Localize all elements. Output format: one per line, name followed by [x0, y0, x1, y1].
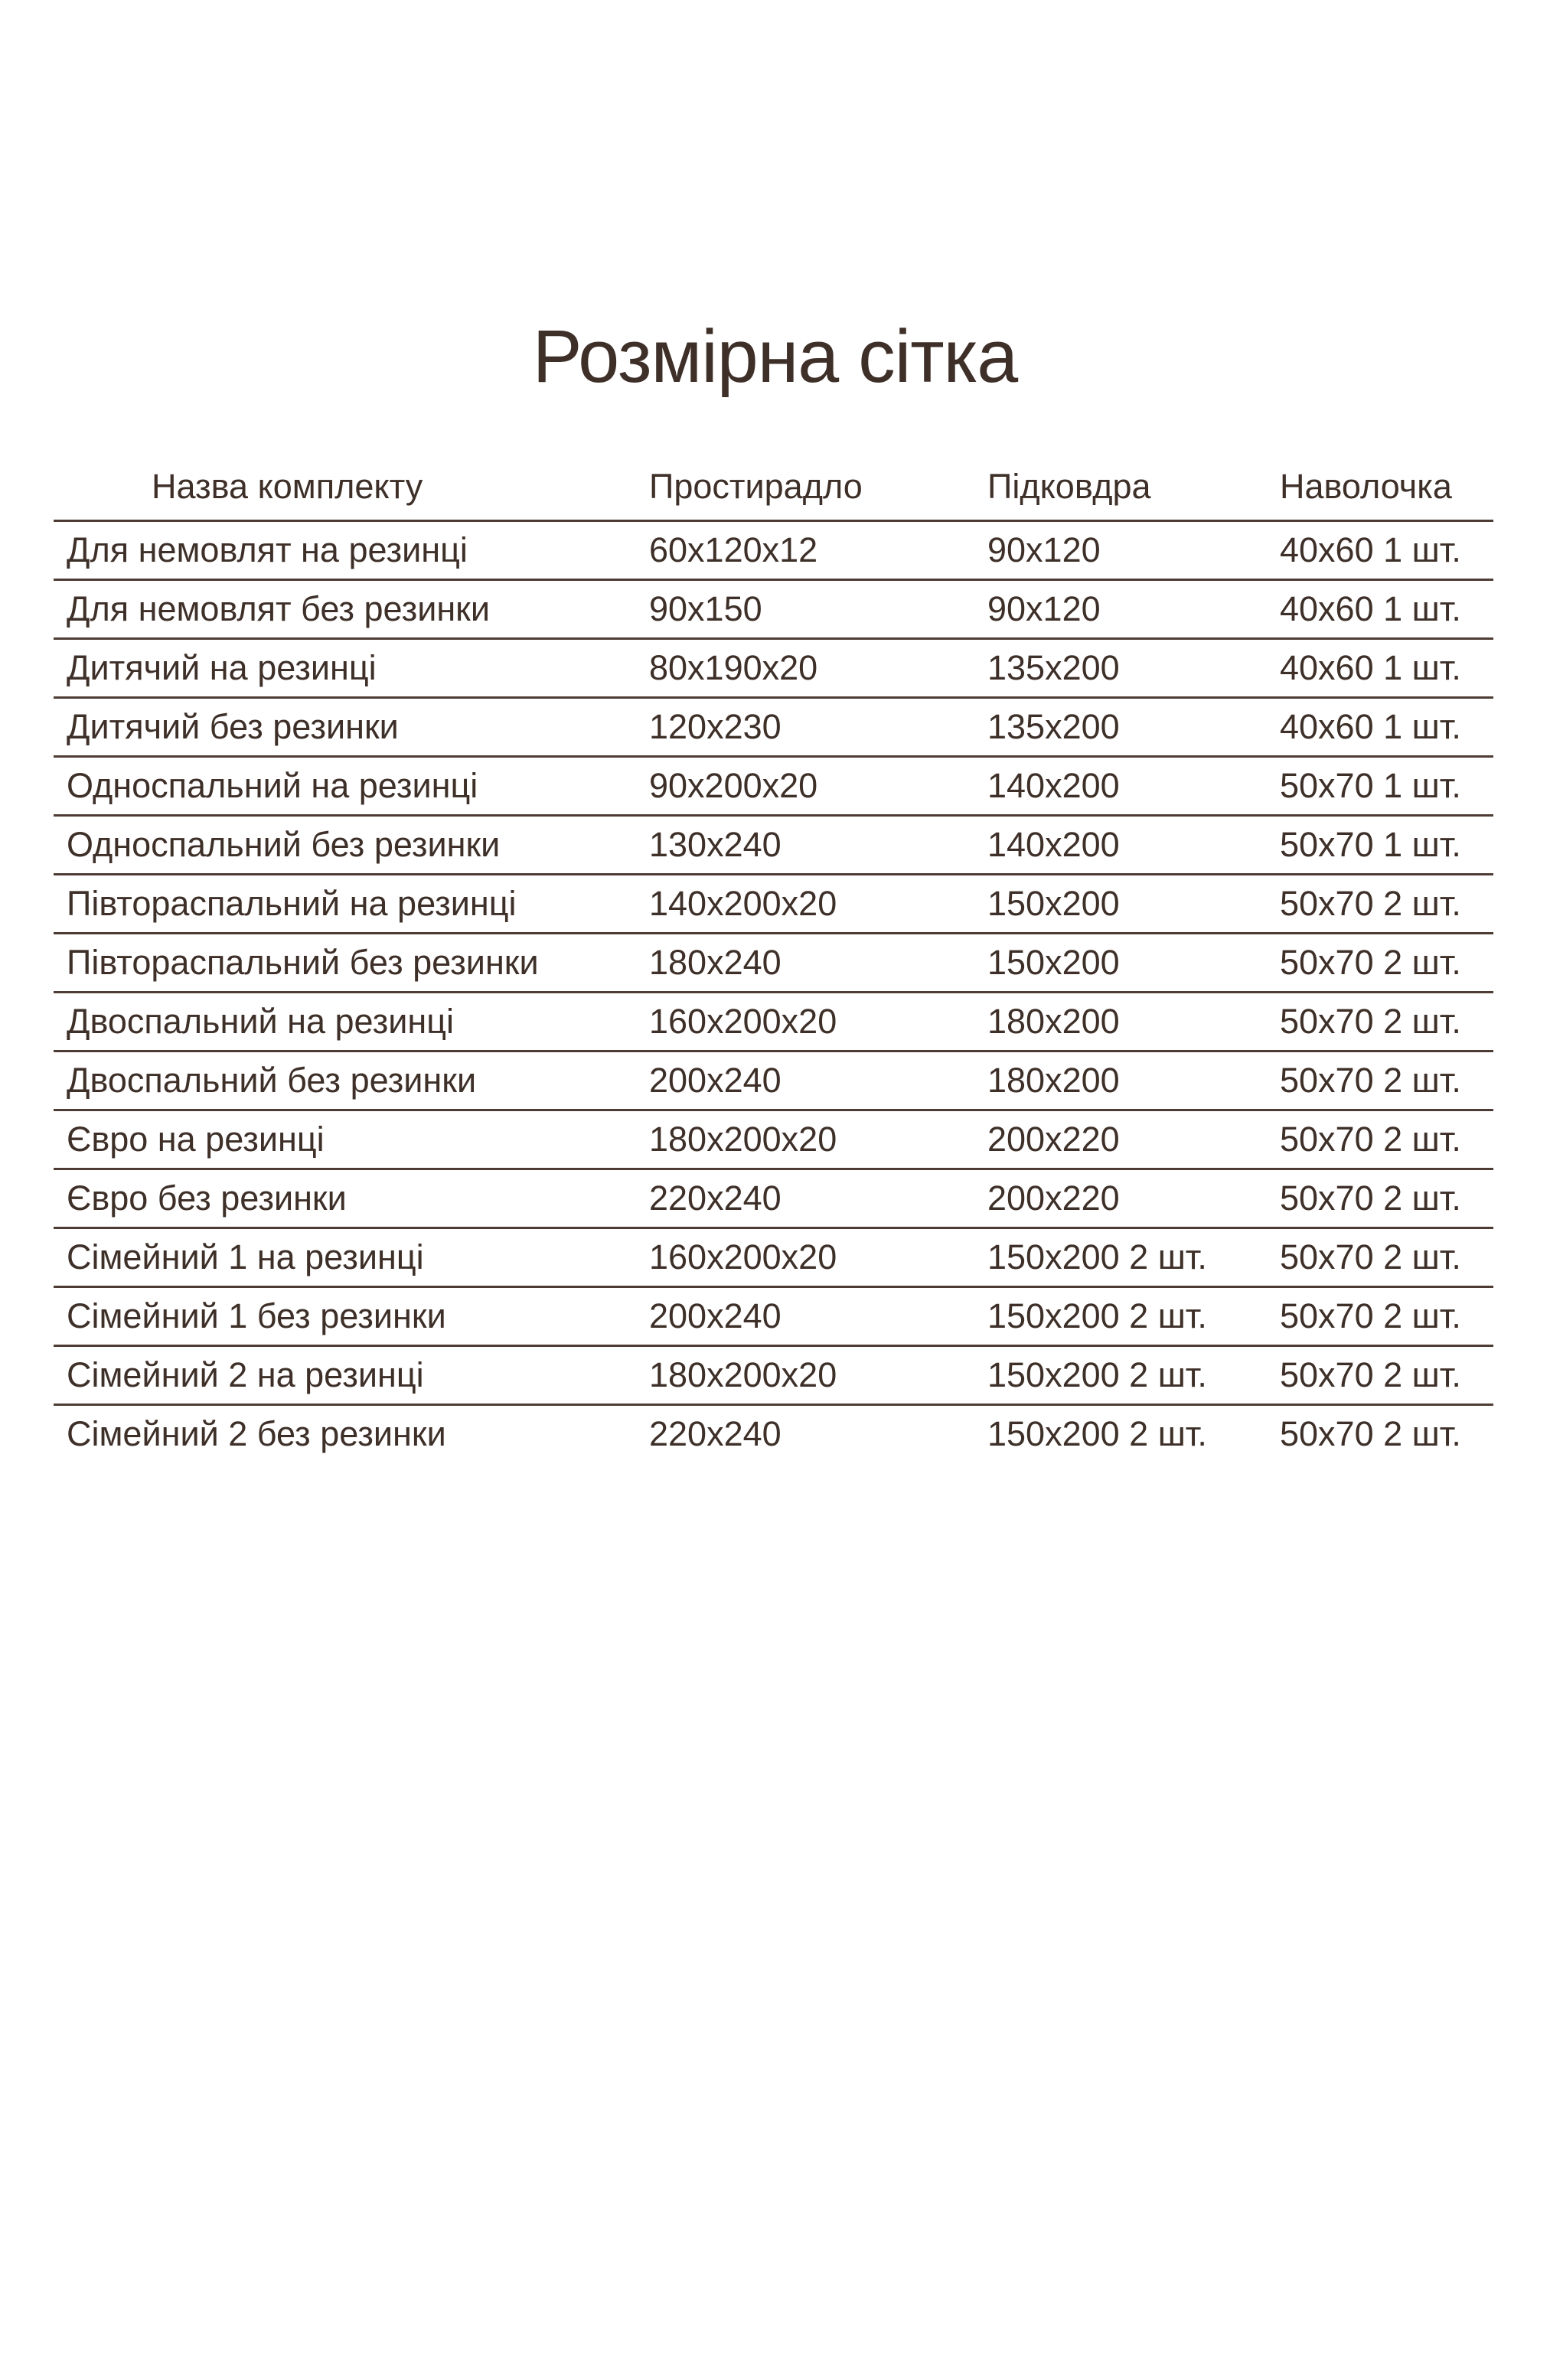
cell-duvet: 150х200: [987, 874, 1280, 933]
cell-duvet: 200х220: [987, 1169, 1280, 1227]
table-row: [54, 697, 1493, 756]
table-row: [54, 1345, 1493, 1404]
cell-set-name: Сімейний 1 на резинці: [54, 1227, 649, 1286]
cell-sheet: 160х200х20: [649, 992, 987, 1051]
cell-duvet: 90х120: [987, 520, 1280, 579]
cell-duvet: 135х200: [987, 638, 1280, 697]
table-row: [54, 1227, 1493, 1286]
table-row: [54, 815, 1493, 874]
cell-duvet: 90х120: [987, 579, 1280, 638]
table-row: [54, 933, 1493, 992]
table-row: [54, 1110, 1493, 1169]
cell-set-name: Дитячий на резинці: [54, 638, 649, 697]
table-row: [54, 1051, 1493, 1110]
table-row: [54, 1286, 1493, 1345]
column-header-set-name: Назва комплекту: [54, 455, 649, 521]
cell-set-name: Односпальний без резинки: [54, 815, 649, 874]
cell-sheet: 90х150: [649, 579, 987, 638]
cell-duvet: 180х200: [987, 992, 1280, 1051]
cell-duvet: 150х200: [987, 933, 1280, 992]
column-header-pillowcase: Наволочка: [1280, 455, 1493, 521]
cell-set-name: Сімейний 2 на резинці: [54, 1345, 649, 1404]
cell-pillowcase: 50х70 1 шт.: [1280, 815, 1493, 874]
cell-sheet: 120х230: [649, 697, 987, 756]
cell-set-name: Двоспальний без резинки: [54, 1051, 649, 1110]
cell-pillowcase: 50х70 2 шт.: [1280, 1110, 1493, 1169]
table-row: [54, 638, 1493, 697]
cell-set-name: Євро без резинки: [54, 1169, 649, 1227]
cell-pillowcase: 50х70 2 шт.: [1280, 1413, 1461, 1453]
cell-sheet: 160х200х20: [649, 1227, 987, 1286]
page-title: Розмірна сітка: [532, 315, 1018, 398]
cell-duvet: 150х200 2 шт.: [987, 1227, 1280, 1286]
table-row: [54, 520, 1493, 579]
cell-sheet: 80х190х20: [649, 638, 987, 697]
cell-pillowcase: 50х70 1 шт.: [1280, 756, 1493, 815]
size-table: [54, 455, 1493, 1462]
cell-duvet: 180х200: [987, 1051, 1280, 1110]
cell-set-name: Для немовлят без резинки: [54, 579, 649, 638]
cell-sheet: 180х200х20: [649, 1345, 987, 1404]
cell-pillowcase: 50х70 2 шт.: [1280, 1286, 1493, 1345]
cell-sheet: 180х200х20: [649, 1110, 987, 1169]
table-row: [54, 756, 1493, 815]
cell-pillowcase: 50х70 2 шт.: [1280, 992, 1493, 1051]
cell-pillowcase: 40х60 1 шт.: [1280, 638, 1493, 697]
cell-set-name: Сімейний 2 без резинки: [67, 1413, 446, 1453]
cell-sheet: 130х240: [649, 815, 987, 874]
cell-set-name: Півтораспальний на резинці: [54, 874, 649, 933]
size-table-body: [54, 520, 1493, 1462]
cell-set-name: Дитячий без резинки: [54, 697, 649, 756]
table-row: [54, 992, 1493, 1051]
cell-duvet: 140х200: [987, 756, 1280, 815]
cell-pillowcase: 40х60 1 шт.: [1280, 579, 1493, 638]
cell-pillowcase: 50х70 2 шт.: [1280, 1051, 1493, 1110]
table-row: [54, 579, 1493, 638]
table-row: [54, 1169, 1493, 1227]
cell-sheet: 90х200х20: [649, 756, 987, 815]
cell-sheet: 200х240: [649, 1286, 987, 1345]
cell-duvet: 150х200 2 шт.: [987, 1413, 1207, 1453]
size-table-header: [54, 455, 1493, 521]
cell-sheet: 140х200х20: [649, 874, 987, 933]
cell-sheet: 60х120х12: [649, 520, 987, 579]
cell-duvet: 140х200: [987, 815, 1280, 874]
table-row: [54, 874, 1493, 933]
column-header-sheet: Простирадло: [649, 455, 987, 521]
cell-pillowcase: 50х70 2 шт.: [1280, 874, 1493, 933]
cell-pillowcase: 50х70 2 шт.: [1280, 933, 1493, 992]
cell-set-name: Двоспальний на резинці: [54, 992, 649, 1051]
cell-sheet: 200х240: [649, 1051, 987, 1110]
cell-pillowcase: 40х60 1 шт.: [1280, 520, 1493, 579]
cell-set-name: Сімейний 1 без резинки: [54, 1286, 649, 1345]
table-row: [54, 1404, 1493, 1462]
cell-set-name: Односпальний на резинці: [54, 756, 649, 815]
cell-duvet: 200х220: [987, 1110, 1280, 1169]
cell-sheet: 220х240: [649, 1413, 782, 1453]
cell-set-name: Для немовлят на резинці: [54, 520, 649, 579]
column-header-duvet: Підковдра: [987, 455, 1280, 521]
cell-duvet: 135х200: [987, 697, 1280, 756]
cell-pillowcase: 40х60 1 шт.: [1280, 697, 1493, 756]
header-row: [54, 455, 1493, 521]
cell-set-name: Євро на резинці: [54, 1110, 649, 1169]
cell-pillowcase: 50х70 2 шт.: [1280, 1227, 1493, 1286]
cell-pillowcase: 50х70 2 шт.: [1280, 1169, 1493, 1227]
cell-duvet: 150х200 2 шт.: [987, 1286, 1280, 1345]
cell-pillowcase: 50х70 2 шт.: [1280, 1345, 1493, 1404]
cell-set-name: Півтораспальний без резинки: [54, 933, 649, 992]
cell-duvet: 150х200 2 шт.: [987, 1345, 1280, 1404]
cell-sheet: 220х240: [649, 1169, 987, 1227]
cell-sheet: 180х240: [649, 933, 987, 992]
